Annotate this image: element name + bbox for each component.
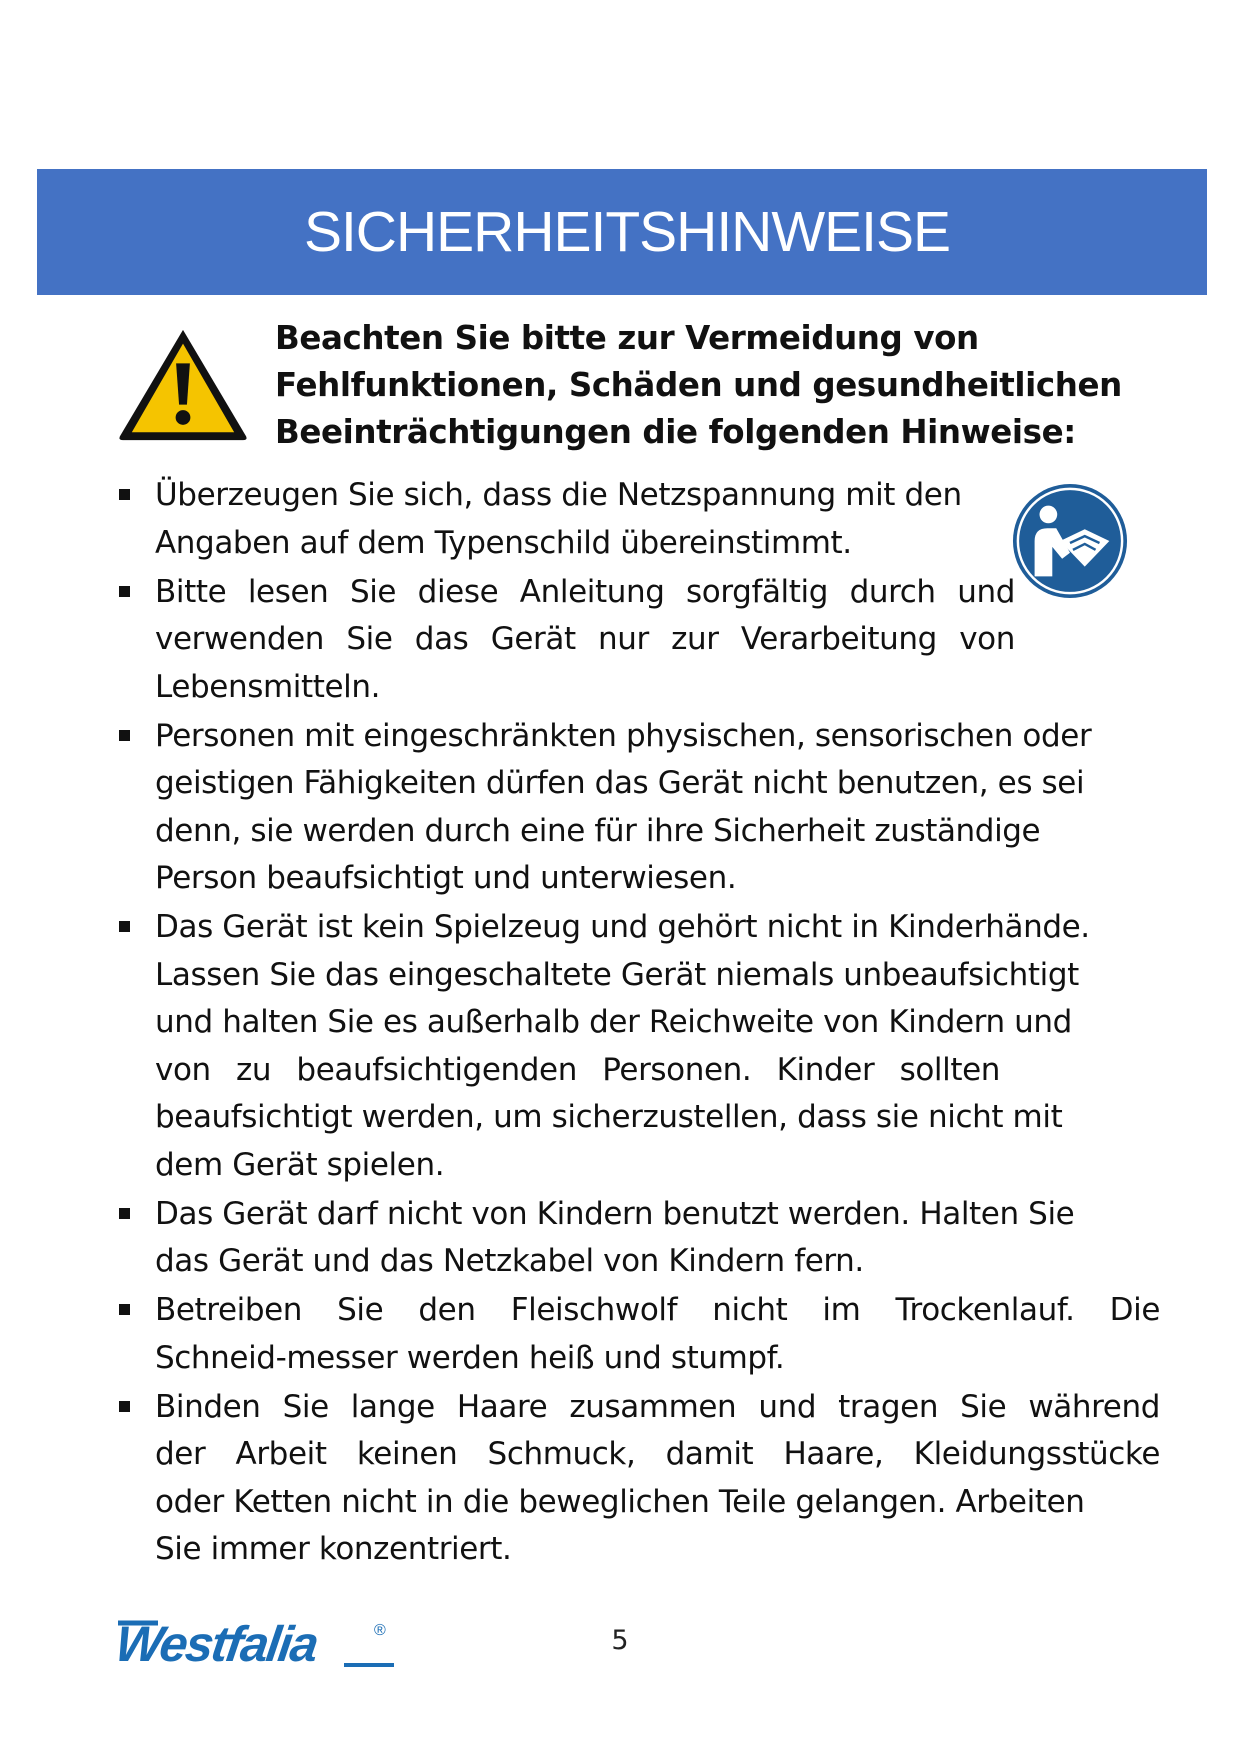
hint-line: oder Ketten nicht in die beweglichen Teile gelangen. Arbeiten — [155, 1483, 1085, 1520]
list-item — [110, 1287, 1160, 1382]
hint-line: Bitte lesen Sie diese Anleitung sorgfältig durch und — [155, 573, 1015, 610]
hint-line: Lassen Sie das eingeschaltete Gerät niemals unbeaufsichtigt — [155, 956, 1079, 993]
hint-line: beaufsichtigt werden, um sicherzustellen, dass sie nicht mit — [155, 1099, 1063, 1135]
square-bullet-icon — [119, 730, 130, 741]
square-bullet-icon — [119, 921, 130, 932]
hint-line: Das Gerät darf nicht von Kindern benutzt werden. Halten Sie — [155, 1195, 1075, 1232]
hint-line: Personen mit eingeschränkten physischen, sensorischen oder — [155, 717, 1092, 754]
hint-line: Schneid-messer werden heiß und stumpf. — [155, 1339, 785, 1376]
intro-line: Fehlfunktionen, Schäden und gesundheitlichen — [275, 366, 1122, 404]
list-item — [110, 569, 1015, 712]
list-item — [110, 713, 1135, 903]
hint-line: Binden Sie lange Haare zusammen und tragen Sie während — [155, 1388, 1160, 1425]
title-banner — [37, 169, 1207, 295]
hint-line: Überzeugen Sie sich, dass die Netzspannung mit den — [155, 477, 962, 513]
hint-line: der Arbeit keinen Schmuck, damit Haare, Kleidungsstücke — [155, 1436, 1160, 1472]
intro-notice — [275, 315, 1175, 456]
page-number: 5 — [611, 1625, 629, 1656]
square-bullet-icon — [119, 1304, 130, 1315]
hint-line: Sie immer konzentriert. — [155, 1531, 512, 1567]
hint-line: dem Gerät spielen. — [155, 1146, 445, 1183]
square-bullet-icon — [119, 586, 130, 597]
list-item — [110, 472, 1135, 567]
hint-line: Das Gerät ist kein Spielzeug und gehört nicht in Kinderhände. — [155, 909, 1090, 945]
square-bullet-icon — [119, 489, 130, 500]
safety-hints-list — [110, 472, 1160, 1575]
hint-line: von zu beaufsichtigenden Personen. Kinder sollten — [155, 1051, 1000, 1088]
list-item — [110, 1191, 1135, 1286]
hint-line: verwenden Sie das Gerät nur zur Verarbeitung von — [155, 621, 1015, 657]
intro-line: Beeinträchtigungen die folgenden Hinweise: — [275, 413, 1076, 451]
square-bullet-icon — [119, 1401, 130, 1412]
logo-wordmark: Westfalia — [112, 1616, 321, 1672]
registered-mark: ® — [374, 1622, 386, 1639]
hint-line: Lebensmitteln. — [155, 668, 381, 705]
hint-line: denn, sie werden durch eine für ihre Sicherheit zuständige — [155, 812, 1041, 849]
westfalia-logo — [112, 1615, 402, 1675]
warning-triangle-icon — [114, 322, 252, 446]
list-item — [110, 904, 1135, 1189]
list-item — [110, 1384, 1160, 1574]
hint-line: Betreiben Sie den Fleischwolf nicht im Trockenlauf. Die — [155, 1292, 1160, 1328]
hint-line: und halten Sie es außerhalb der Reichweite von Kindern und — [155, 1004, 1072, 1040]
page-title: SICHERHEITSHINWEISE — [303, 200, 951, 264]
hint-line: Angaben auf dem Typenschild übereinstimmt. — [155, 524, 852, 561]
square-bullet-icon — [119, 1208, 130, 1219]
hint-line: geistigen Fähigkeiten dürfen das Gerät nicht benutzen, es sei — [155, 765, 1085, 801]
hint-line: Person beaufsichtigt und unterwiesen. — [155, 860, 737, 896]
hint-line: das Gerät und das Netzkabel von Kindern fern. — [155, 1243, 864, 1279]
intro-line: Beachten Sie bitte zur Vermeidung von — [275, 319, 979, 357]
